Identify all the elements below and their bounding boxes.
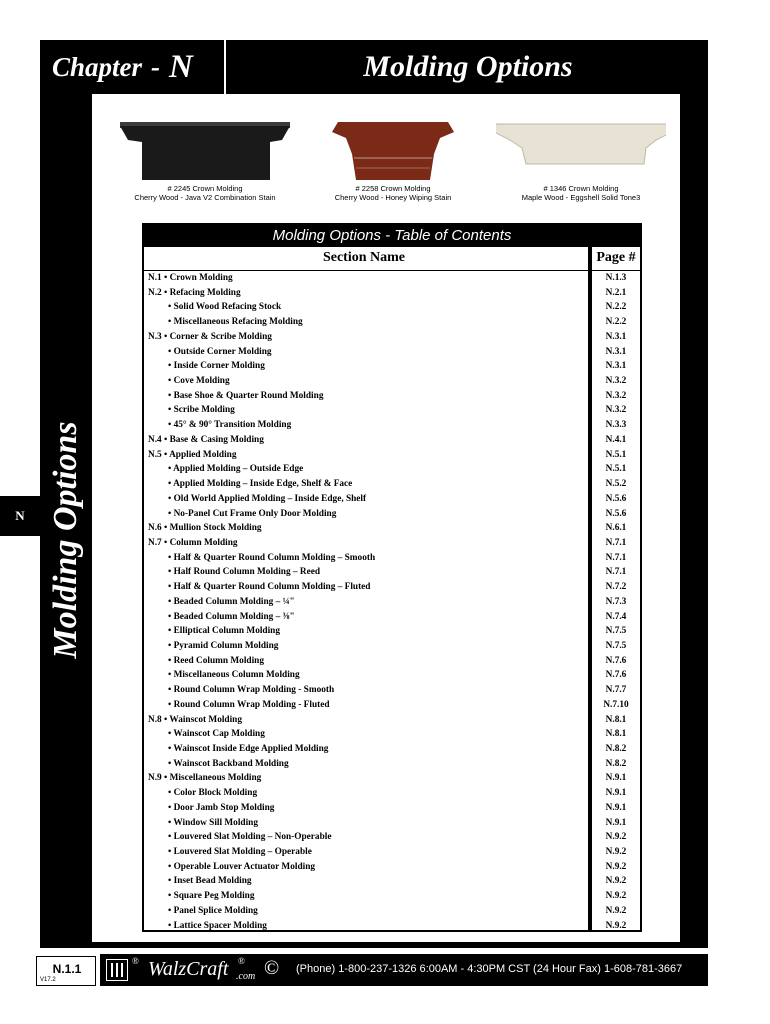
toc-row-label: • Louvered Slat Molding – Operable	[168, 847, 312, 858]
toc-row-page: N.7.1	[605, 537, 627, 548]
toc-subsection-row[interactable]	[146, 845, 640, 860]
toc-row-page: N.3.1	[605, 346, 627, 357]
brand-name[interactable]: WalzCraft	[148, 958, 229, 980]
toc-row-page: N.6.1	[605, 523, 627, 534]
toc-row-page: N.9.2	[605, 891, 627, 902]
toc-row-label: N.2 • Refacing Molding	[148, 287, 241, 298]
registered-mark: ®	[132, 956, 139, 966]
toc-subsection-row[interactable]	[146, 683, 640, 698]
product-name: # 2245 Crown Molding	[167, 184, 243, 193]
toc-row-page: N.9.2	[605, 876, 627, 887]
toc-row-page: N.9.2	[605, 905, 627, 916]
toc-subsection-row[interactable]	[146, 654, 640, 669]
product-finish: Cherry Wood - Honey Wiping Stain	[334, 193, 452, 202]
page-number-box	[36, 956, 96, 986]
toc-row-label: • Half Round Column Molding – Reed	[168, 567, 321, 578]
toc-row-page: N.9.2	[605, 847, 627, 858]
product-name: # 2258 Crown Molding	[355, 184, 431, 193]
toc-row-label: N.9 • Miscellaneous Molding	[148, 773, 262, 784]
toc-row-label: • Round Column Wrap Molding - Fluted	[168, 699, 330, 710]
toc-row-page: N.7.6	[605, 670, 627, 681]
toc-row-page: N.5.6	[605, 508, 627, 519]
toc-row-label: • Elliptical Column Molding	[168, 626, 280, 637]
toc-row-label: • Inside Corner Molding	[168, 361, 265, 372]
toc-row-label: N.4 • Base & Casing Molding	[148, 434, 264, 445]
toc-section-row[interactable]	[146, 286, 640, 301]
toc-row-page: N.7.10	[603, 699, 629, 710]
toc-row-page: N.7.7	[605, 685, 627, 696]
toc-row-label: • Window Sill Molding	[168, 817, 258, 828]
toc-subsection-row[interactable]	[146, 727, 640, 742]
toc-row-label: • Solid Wood Refacing Stock	[168, 302, 282, 313]
copyright-icon: ©	[264, 957, 280, 979]
toc-row-page: N.9.1	[605, 788, 627, 799]
toc-row-page: N.3.2	[605, 390, 627, 401]
toc-row-page: N.8.1	[605, 714, 627, 725]
toc-subsection-row[interactable]	[146, 624, 640, 639]
toc-row-label: • Old World Applied Molding – Inside Edge, Shelf	[168, 493, 367, 504]
product-name: # 1346 Crown Molding	[543, 184, 619, 193]
toc-row-label: • No-Panel Cut Frame Only Door Molding	[168, 508, 337, 519]
toc-list	[146, 271, 640, 933]
toc-row-page: N.9.2	[605, 920, 627, 931]
toc-row-label: • Operable Louver Actuator Molding	[168, 861, 316, 872]
toc-row-label: • Color Block Molding	[168, 788, 258, 799]
toc-row-page: N.7.3	[605, 596, 627, 607]
toc-subsection-row[interactable]	[146, 418, 640, 433]
toc-row-page: N.9.1	[605, 773, 627, 784]
toc-row-label: • Square Peg Molding	[168, 891, 255, 902]
toc-row-page: N.7.2	[605, 582, 627, 593]
toc-row-page: N.8.1	[605, 729, 627, 740]
toc-row-label: • Scribe Molding	[168, 405, 235, 416]
toc-row-page: N.3.3	[605, 420, 627, 431]
toc-row-label: • Panel Splice Molding	[168, 905, 258, 916]
toc-row-label: • Base Shoe & Quarter Round Molding	[168, 390, 324, 401]
toc-row-label: • Reed Column Molding	[168, 655, 264, 666]
toc-subsection-row[interactable]	[146, 919, 640, 934]
toc-subsection-row[interactable]	[146, 639, 640, 654]
toc-row-page: N.3.1	[605, 331, 627, 342]
toc-row-label: • Round Column Wrap Molding - Smooth	[168, 685, 335, 696]
toc-row-label: • Wainscot Cap Molding	[168, 729, 265, 740]
toc-subsection-row[interactable]	[146, 860, 640, 875]
toc-row-page: N.7.5	[605, 626, 627, 637]
toc-subsection-row[interactable]	[146, 757, 640, 772]
toc-row-label: • Miscellaneous Column Molding	[168, 670, 300, 681]
crown-molding-image	[120, 114, 290, 184]
toc-subsection-row[interactable]	[146, 374, 640, 389]
toc-subsection-row[interactable]	[146, 551, 640, 566]
crown-molding-image	[496, 114, 666, 184]
toc-section-row[interactable]	[146, 713, 640, 728]
toc-row-page: N.5.6	[605, 493, 627, 504]
toc-subsection-row[interactable]	[146, 742, 640, 757]
toc-subsection-row[interactable]	[146, 462, 640, 477]
toc-row-label: • Door Jamb Stop Molding	[168, 802, 275, 813]
toc-row-label: N.1 • Crown Molding	[148, 273, 233, 283]
toc-row-label: N.3 • Corner & Scribe Molding	[148, 331, 272, 342]
toc-row-label: • Half & Quarter Round Column Molding – Fluted	[168, 582, 371, 593]
toc-subsection-row[interactable]	[146, 595, 640, 610]
toc-row-page: N.5.1	[605, 464, 627, 475]
toc-row-page: N.7.5	[605, 640, 627, 651]
toc-subsection-row[interactable]	[146, 904, 640, 919]
toc-row-label: N.6 • Mullion Stock Molding	[148, 523, 262, 534]
chapter-dash: -	[151, 51, 161, 82]
toc-row-page: N.1.3	[605, 273, 627, 283]
toc-row-label: • 45° & 90° Transition Molding	[168, 420, 292, 431]
toc-subsection-row[interactable]	[146, 315, 640, 330]
toc-subsection-row[interactable]	[146, 889, 640, 904]
toc-subsection-row[interactable]	[146, 345, 640, 360]
version-label: V17.2	[40, 977, 56, 983]
toc-row-label: • Beaded Column Molding – ⅜"	[168, 611, 295, 622]
toc-row-label: • Inset Bead Molding	[168, 876, 252, 887]
page-number-header: Page #	[596, 250, 636, 265]
product-finish: Maple Wood - Eggshell Solid Tone3	[521, 193, 641, 202]
toc-row-label: • Pyramid Column Molding	[168, 640, 279, 651]
toc-row-page: N.8.2	[605, 758, 627, 769]
toc-row-label: • Wainscot Inside Edge Applied Molding	[168, 744, 329, 754]
toc-subsection-row[interactable]	[146, 507, 640, 522]
toc-row-label: • Beaded Column Molding – ¼"	[168, 596, 295, 607]
toc-section-row[interactable]	[146, 448, 640, 463]
product-card	[110, 110, 300, 210]
toc-subsection-row[interactable]	[146, 786, 640, 801]
footer-bar	[100, 954, 708, 986]
toc-row-label: • Applied Molding – Inside Edge, Shelf & Face	[168, 479, 353, 490]
walzcraft-logo-icon	[106, 959, 128, 981]
chapter-word: Chapter	[52, 51, 143, 82]
crown-molding-image	[308, 114, 478, 184]
toc-row-page: N.3.2	[605, 405, 627, 416]
side-title-text: Molding Options	[47, 421, 84, 659]
toc-row-page: N.7.1	[605, 567, 627, 578]
toc-row-label: • Half & Quarter Round Column Molding – Smooth	[168, 552, 376, 563]
product-gallery	[110, 110, 676, 210]
toc-border-right	[640, 223, 642, 932]
toc-section-row[interactable]	[146, 771, 640, 786]
toc-section-row[interactable]	[146, 330, 640, 345]
toc-row-label: • Outside Corner Molding	[168, 346, 272, 357]
toc-subsection-row[interactable]	[146, 816, 640, 831]
toc-section-row[interactable]	[146, 433, 640, 448]
toc-row-label: • Louvered Slat Molding – Non-Operable	[168, 832, 332, 843]
toc-row-page: N.9.2	[605, 861, 627, 872]
toc-subsection-row[interactable]	[146, 477, 640, 492]
toc-row-label: • Applied Molding – Outside Edge	[168, 464, 304, 475]
chapter-letter: N	[169, 48, 193, 85]
toc-row-page: N.7.1	[605, 552, 627, 563]
toc-row-page: N.3.2	[605, 376, 627, 387]
toc-row-page: N.7.4	[605, 611, 627, 622]
product-card	[486, 110, 676, 210]
toc-row-page: N.4.1	[605, 434, 627, 445]
toc-subsection-row[interactable]	[146, 830, 640, 845]
toc-row-label: • Wainscot Backband Molding	[168, 758, 289, 769]
toc-row-label: N.5 • Applied Molding	[148, 449, 237, 460]
toc-subsection-row[interactable]	[146, 668, 640, 683]
toc-row-page: N.8.2	[605, 744, 627, 754]
toc-row-label: • Lattice Spacer Molding	[168, 920, 267, 931]
registered-mark-2: ®	[238, 956, 245, 966]
toc-row-page: N.9.1	[605, 802, 627, 813]
page-footer	[0, 950, 770, 990]
toc-row-label: N.8 • Wainscot Molding	[148, 714, 242, 725]
toc-subsection-row[interactable]	[146, 698, 640, 713]
toc-subsection-row[interactable]	[146, 403, 640, 418]
toc-row-page: N.2.2	[605, 302, 627, 313]
toc-subsection-row[interactable]	[146, 580, 640, 595]
toc-column-headers	[144, 247, 640, 271]
page-number: N.1.1	[52, 962, 82, 976]
toc-row-label: N.7 • Column Molding	[148, 537, 238, 548]
toc-title: Molding Options - Table of Contents	[144, 223, 640, 247]
toc-subsection-row[interactable]	[146, 874, 640, 889]
toc-subsection-row[interactable]	[146, 359, 640, 374]
toc-row-label: • Miscellaneous Refacing Molding	[168, 317, 303, 328]
toc-row-page: N.2.1	[605, 287, 627, 298]
toc-section-row[interactable]	[146, 536, 640, 551]
toc-subsection-row[interactable]	[146, 801, 640, 816]
toc-row-page: N.2.2	[605, 317, 627, 328]
toc-subsection-row[interactable]	[146, 389, 640, 404]
product-card	[298, 110, 488, 210]
product-finish: Cherry Wood - Java V2 Combination Stain	[134, 193, 276, 202]
toc-subsection-row[interactable]	[146, 492, 640, 507]
chapter-tab[interactable]: N	[0, 496, 40, 536]
toc-row-page: N.5.2	[605, 479, 627, 490]
brand-domain[interactable]: .com	[236, 971, 256, 982]
chapter-label	[40, 40, 226, 94]
toc-row-label: • Cove Molding	[168, 376, 230, 387]
toc-section-row[interactable]	[146, 271, 640, 286]
toc-row-page: N.3.1	[605, 361, 627, 372]
toc-row-page: N.9.1	[605, 817, 627, 828]
toc-subsection-row[interactable]	[146, 300, 640, 315]
page-title: Molding Options	[363, 50, 573, 83]
toc-subsection-row[interactable]	[146, 610, 640, 625]
toc-subsection-row[interactable]	[146, 565, 640, 580]
toc-row-page: N.9.2	[605, 832, 627, 843]
toc-row-page: N.5.1	[605, 449, 627, 460]
toc-section-row[interactable]	[146, 521, 640, 536]
toc-border-left	[142, 223, 144, 932]
contact-info: (Phone) 1-800-237-1326 6:00AM - 4:30PM CST (24 Hour Fax) 1-608-781-3667	[296, 963, 683, 975]
toc-row-page: N.7.6	[605, 655, 627, 666]
section-name-header: Section Name	[322, 250, 406, 265]
